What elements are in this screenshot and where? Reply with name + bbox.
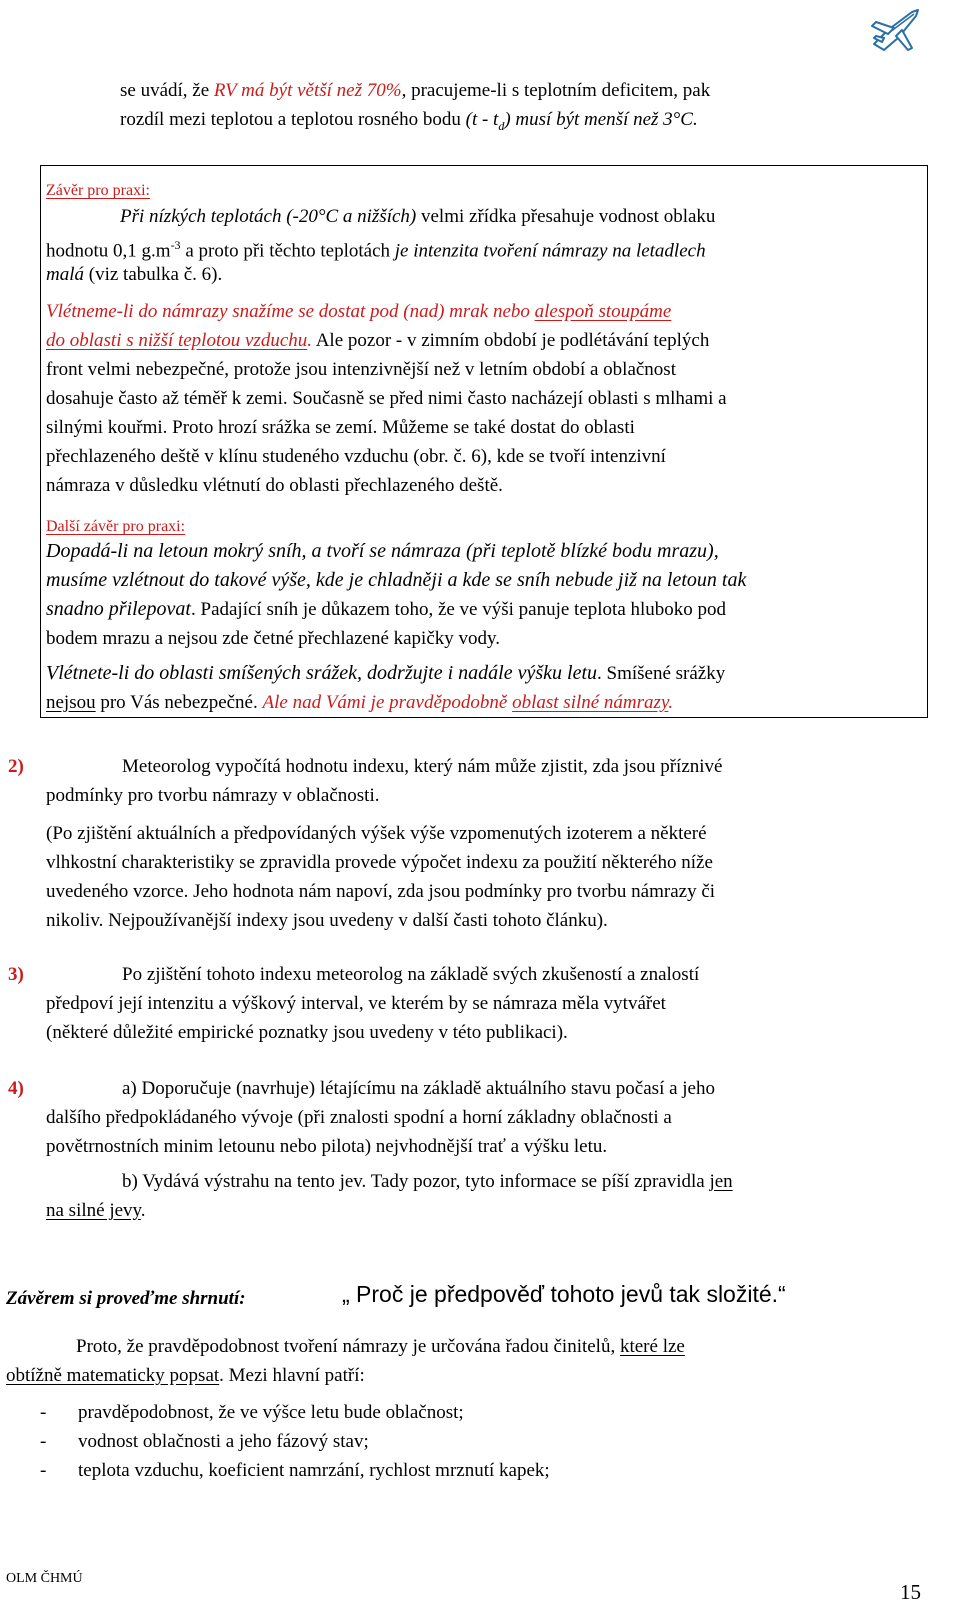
box-p1-line2: hodnotu 0,1 $g.m^{-3}$ a proto při těchto teplotách je intenzita tvoření námrazy na letadlech [46, 238, 706, 262]
item3-line2: předpoví její intenzitu a výškový interval, ve kterém by se námraza měla vytvářet [46, 993, 666, 1014]
airplane-logo-icon [868, 4, 926, 54]
box-p3-line4: bodem mrazu a nejsou zde četné přechlazené kapičky vody. [46, 628, 501, 649]
box-p2-line5: silnými kouřmi. Proto hrozí srážka se zemí. Můžeme se také dostat do oblasti [46, 417, 635, 438]
box-p2-line7: námraza v důsledku vlétnutí do oblasti přechlazeného deště. [46, 475, 503, 496]
bullet-item-3: teplota vzduchu, koeficient namrzání, rychlost mrznutí kapek; [78, 1460, 550, 1481]
box-p2-line2: do oblasti s nižší teplotou vzduchu. Ale pozor - v zimním období je podlétávání teplých [46, 330, 710, 351]
box-p2-line4: dosahuje často až téměř k zemi. Současně se před nimi často nacházejí oblasti s mlhami a [46, 388, 727, 409]
item4a-line1: a) Doporučuje (navrhuje) létajícímu na základě aktuálního stavu počasí a jeho [122, 1078, 715, 1099]
item3-line3: (některé důležité empirické poznatky jsou uvedeny v této publikaci). [46, 1022, 568, 1043]
box-label-further-conclusion: Další závěr pro praxi: [46, 518, 186, 535]
rv-threshold: RV má být větší než 70% [213, 80, 402, 101]
bullet-dash-1: - [40, 1402, 47, 1423]
page-number: 15 [900, 1580, 921, 1604]
item3-line1: Po zjištění tohoto indexu meteorolog na základě svých zkušeností a znalostí [122, 964, 700, 985]
box-p3-line2: musíme vzlétnout do takové výše, kde je chladněji a kde se sníh nebude již na letoun tak [46, 569, 747, 591]
item4a-line3: povětrnostních minim letounu nebo pilota) nejvhodnější trať a výšku letu. [46, 1136, 608, 1157]
item4a-line2: dalšího předpokládaného vývoje (při znalosti spodní a horní základny oblačnosti a [46, 1107, 672, 1128]
intro-line-1: se uvádí, že RV má být větší než 70%, pracujeme-li s teplotním deficitem, pak [120, 80, 711, 101]
item2b-line4: nikoliv. Nejpoužívanější indexy jsou uvedeny v další časti tohoto článku). [46, 910, 608, 931]
box-p1-line1: Při nízkých teplotách (-20°C a nižších) velmi zřídka přesahuje vodnost oblaku [120, 206, 716, 227]
box-p3-line1: Dopadá-li na letoun mokrý sníh, a tvoří se námraza (při teplotě blízké bodu mrazu), [46, 540, 719, 562]
box-label-conclusion: Závěr pro praxi: [46, 182, 150, 199]
item-number-4: 4) [8, 1078, 24, 1099]
box-p2-line6: přechlazeného deště v klínu studeného vzduchu (obr. č. 6), kde se tvoří intenzivní [46, 446, 666, 467]
item4b-line1: b) Vydává výstrahu na tento jev. Tady pozor, tyto informace se píší zpravidla jen [122, 1171, 733, 1192]
box-p4-line2: nejsou pro Vás nebezpečné. Ale nad Vámi je pravděpodobně oblast silné námrazy. [46, 692, 674, 713]
box-p3-line3: snadno přilepovat. Padající sníh je důkazem toho, že ve výši panuje teplota hluboko pod [46, 598, 727, 620]
summary-p-line1: Proto, že pravděpodobnost tvoření námrazy je určována řadou činitelů, které lze [76, 1336, 685, 1357]
summary-question: „ Proč je předpověď tohoto jevů tak složité.“ [342, 1281, 786, 1307]
item4b-line2: na silné jevy. [46, 1200, 146, 1221]
intro-line-2: rozdíl mezi teplotou a teplotou rosného bodu $(t - t_d)$ musí být menší než 3°C. [120, 109, 698, 133]
box-p2-line3: front velmi nebezpečné, protože jsou intenzivnější než v letním období a oblačnost [46, 359, 676, 380]
bullet-item-2: vodnost oblačnosti a jeho fázový stav; [78, 1431, 369, 1452]
summary-label: Závěrem si proveďme shrnutí: [6, 1288, 246, 1309]
bullet-dash-3: - [40, 1460, 47, 1481]
item2-line2: podmínky pro tvorbu námrazy v oblačnosti. [46, 785, 380, 806]
item-number-3: 3) [8, 964, 24, 985]
footer-org: OLM ČHMÚ [6, 1571, 83, 1586]
item2-line1: Meteorolog vypočítá hodnotu indexu, který nám může zjistit, zda jsou příznivé [122, 756, 723, 777]
box-p1-line3: malá (viz tabulka č. 6). [46, 264, 223, 285]
bullet-item-1: pravděpodobnost, že ve výšce letu bude oblačnost; [78, 1402, 464, 1423]
box-p2-line1: Vlétneme-li do námrazy snažíme se dostat pod (nad) mrak nebo alespoň stoupáme [46, 301, 672, 322]
item2b-line1: (Po zjištění aktuálních a předpovídaných výšek výše vzpomenutých izoterem a některé [46, 823, 707, 844]
item-number-2: 2) [8, 756, 24, 777]
bullet-dash-2: - [40, 1431, 47, 1452]
item2b-line2: vlhkostní charakteristiky se zpravidla provede výpočet indexu za použití některého níže [46, 852, 713, 873]
summary-p-line2: obtížně matematicky popsat. Mezi hlavní patří: [6, 1365, 365, 1386]
item2b-line3: uvedeného vzorce. Jeho hodnota nám napoví, zda jsou podmínky pro tvorbu námrazy či [46, 881, 716, 902]
box-p4-line1: Vlétnete-li do oblasti smíšených srážek, dodržujte i nadále výšku letu. Smíšené srážky [46, 662, 726, 684]
